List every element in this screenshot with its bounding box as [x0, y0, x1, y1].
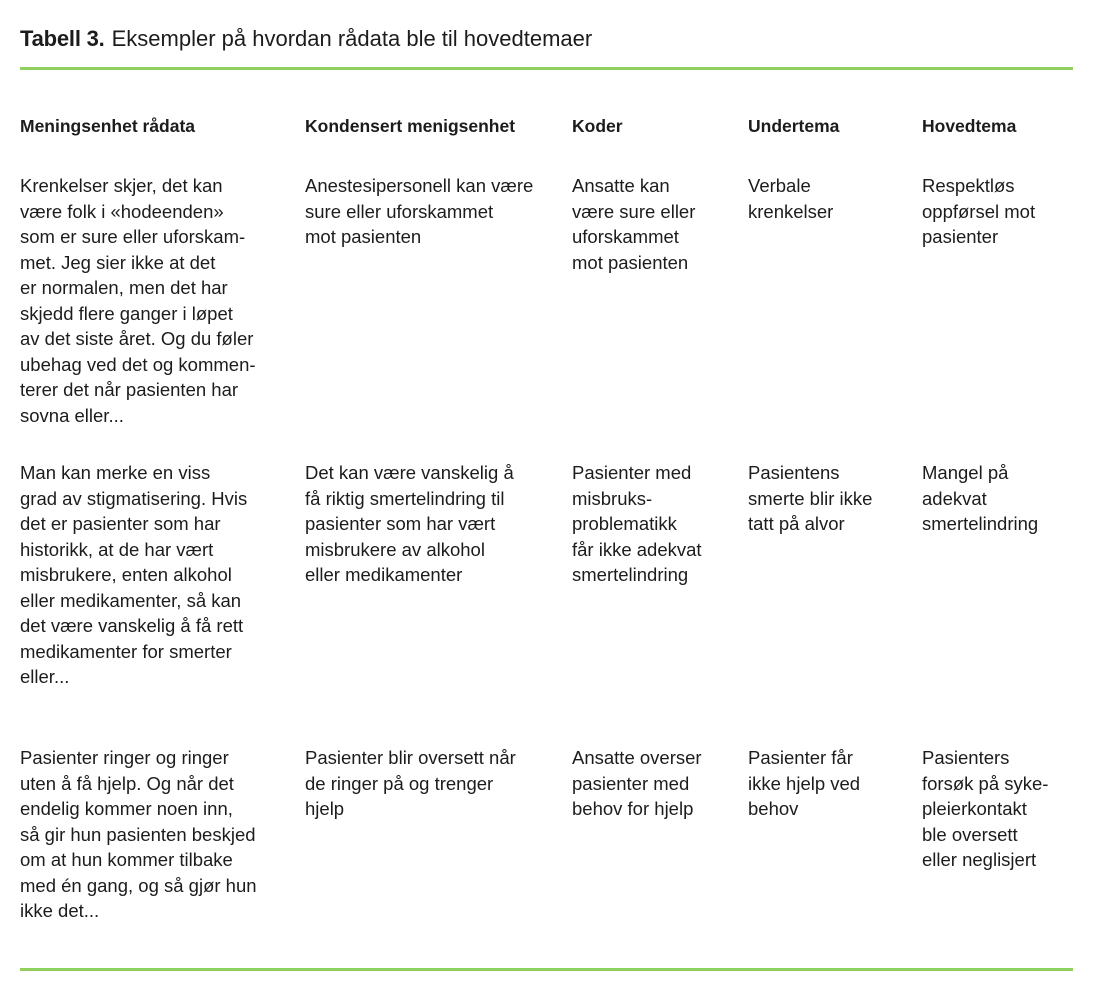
column-header-koder: Koder	[572, 116, 623, 136]
cell-hovedtema: Respektløs oppførsel mot pasienter	[922, 175, 1036, 247]
column-header-undertema: Undertema	[748, 116, 840, 136]
table-row	[20, 173, 1073, 460]
table-caption	[20, 24, 1073, 54]
table-caption-number: Tabell 3.	[20, 26, 105, 51]
table-row	[20, 745, 1073, 968]
table-row	[20, 460, 1073, 745]
column-header-meningsenhet-radata: Meningsenhet rådata	[20, 116, 196, 136]
column-header-hovedtema: Hovedtema	[922, 116, 1017, 136]
cell-undertema: Pasienter får ikke hjelp ved behov	[748, 747, 861, 819]
top-divider-rule	[20, 67, 1073, 70]
cell-radata: Man kan merke en viss grad av stigmatisering. Hvis det er pasienter som har historikk, at de har vært misbrukere, enten alkohol eller medikamenter, så kan det være vanskelig å få rett medikamenter for smerter eller...	[20, 462, 248, 687]
data-table	[20, 115, 1073, 968]
cell-undertema: Verbale krenkelser	[748, 175, 834, 222]
cell-kondensert: Det kan være vanskelig å få riktig smertelindring til pasienter som har vært misbrukere av alkohol eller medikamenter	[305, 462, 514, 585]
cell-radata: Krenkelser skjer, det kan være folk i «hodeenden» som er sure eller uforskam- met. Jeg sier ikke at det er normalen, men det har skjedd flere ganger i løpet av det siste året. Og du føler ubehag ved det og kommen- terer det når pasienten har sovna eller...	[20, 175, 256, 426]
cell-koder: Ansatte kan være sure eller uforskammet mot pasienten	[572, 175, 696, 273]
cell-radata: Pasienter ringer og ringer uten å få hjelp. Og når det endelig kommer noen inn, så gir hun pasienten beskjed om at hun kommer tilbake med én gang, og så gjør hun ikke det...	[20, 747, 257, 921]
column-header-kondensert-menigsenhet: Kondensert menigsenhet	[305, 116, 516, 136]
table-caption-text: Eksempler på hvordan rådata ble til hovedtemaer	[111, 26, 593, 51]
bottom-divider-rule	[20, 968, 1073, 971]
table-header-row	[20, 115, 1073, 173]
cell-hovedtema: Pasienters forsøk på syke- pleierkontakt ble oversett eller neglisjert	[922, 747, 1049, 870]
cell-koder: Pasienter med misbruks- problematikk får ikke adekvat smertelindring	[572, 462, 702, 585]
cell-koder: Ansatte overser pasienter med behov for hjelp	[572, 747, 702, 819]
cell-hovedtema: Mangel på adekvat smertelindring	[922, 462, 1039, 534]
cell-undertema: Pasientens smerte blir ikke tatt på alvor	[748, 462, 873, 534]
cell-kondensert: Anestesipersonell kan være sure eller uforskammet mot pasienten	[305, 175, 534, 247]
cell-kondensert: Pasienter blir oversett når de ringer på og trenger hjelp	[305, 747, 516, 819]
